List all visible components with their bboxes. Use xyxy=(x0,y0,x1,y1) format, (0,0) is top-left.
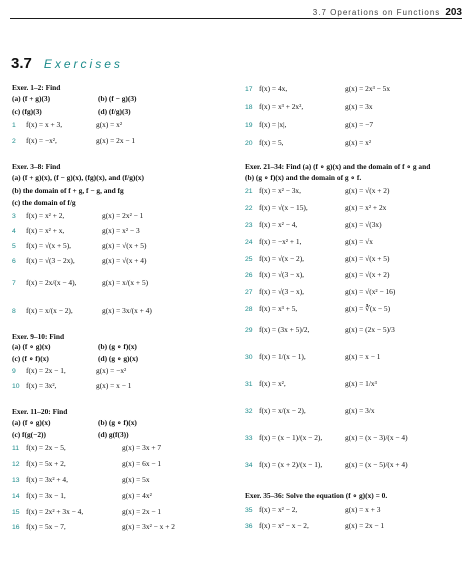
problem-number: 20 xyxy=(245,140,253,147)
exercise-part: (a) (f + g)(x), (f − g)(x), (fg)(x), and (f/g)(x) xyxy=(12,173,144,182)
problem-number: 30 xyxy=(245,354,253,361)
problem-number: 16 xyxy=(12,524,20,531)
problem-number: 24 xyxy=(245,239,253,246)
problem xyxy=(12,507,83,518)
problem-g: g(x) = x − 1 xyxy=(96,381,132,390)
problem xyxy=(245,325,309,336)
problem-f: f(x) = √(3 − x), xyxy=(259,287,305,296)
problem-g: g(x) = 5x xyxy=(122,475,150,484)
problem xyxy=(245,254,304,265)
problem-f: f(x) = x² − 3x, xyxy=(259,186,301,195)
problem-f: f(x) = x² + 2, xyxy=(26,211,65,220)
problem-g: g(x) = √(x + 4) xyxy=(102,256,147,265)
problem-number: 4 xyxy=(12,228,16,235)
exercise-part: (b) the domain of f + g, f − g, and fg xyxy=(12,186,124,195)
problem-g: g(x) = x + 3 xyxy=(345,505,381,514)
problem xyxy=(245,237,301,248)
problem-f: f(x) = 2x² + 3x − 4, xyxy=(26,507,84,516)
problem-f: f(x) = |x|, xyxy=(259,120,287,129)
problem-f: f(x) = −x² + 1, xyxy=(259,237,302,246)
problem xyxy=(245,270,304,281)
problem-number: 7 xyxy=(12,280,16,287)
problem-f: f(x) = x² − 2, xyxy=(259,505,298,514)
problem-number: 6 xyxy=(12,258,16,265)
problem-g: g(x) = x/(x + 5) xyxy=(102,278,149,287)
problem-f: f(x) = x², xyxy=(259,379,286,388)
problem-g: g(x) = 2x³ − 5x xyxy=(345,84,391,93)
problem-number: 21 xyxy=(245,188,253,195)
problem-f: f(x) = 5x + 2, xyxy=(26,459,66,468)
section-title: Exercises xyxy=(43,57,123,71)
problem-f: f(x) = 1/(x − 1), xyxy=(259,352,306,361)
problem-number: 1 xyxy=(12,122,16,129)
problem xyxy=(12,241,71,252)
problem-number: 12 xyxy=(12,461,20,468)
problem xyxy=(245,505,297,516)
problem-f: f(x) = 2x/(x − 4), xyxy=(26,278,77,287)
exercise-part: (c) (fg)(3) xyxy=(12,107,42,116)
problem-g: g(x) = (2x − 5)/3 xyxy=(345,325,395,334)
problem xyxy=(245,220,297,231)
exercise-part: (b) (g ∘ f)(x) xyxy=(98,342,137,351)
problem-f: f(x) = 3x² + 4, xyxy=(26,475,68,484)
problem-f: f(x) = x/(x − 2), xyxy=(259,406,306,415)
problem-f: f(x) = 3x², xyxy=(26,381,57,390)
problem xyxy=(12,278,76,289)
exercise-heading: Exer. 9–10: Find xyxy=(12,332,65,341)
problem-number: 13 xyxy=(12,477,20,484)
exercise-part: (c) (f ∘ f)(x) xyxy=(12,354,49,363)
problem-number: 33 xyxy=(245,435,253,442)
exercise-heading: Exer. 11–20: Find xyxy=(12,407,68,416)
problem-g: g(x) = (x − 3)/(x − 4) xyxy=(345,433,408,442)
problem-f: f(x) = 2x − 5, xyxy=(26,443,66,452)
problem-g: g(x) = √(3x) xyxy=(345,220,382,229)
exercise-heading: Exer. 35–36: Solve the equation (f ∘ g)(x) = 0. xyxy=(245,491,388,500)
page-number: 203 xyxy=(445,7,462,18)
problem-number: 27 xyxy=(245,289,253,296)
problem-f: f(x) = √(x + 5), xyxy=(26,241,72,250)
exercise-heading: Exer. 3–8: Find xyxy=(12,162,61,171)
problem-number: 18 xyxy=(245,104,253,111)
problem xyxy=(12,491,66,502)
problem-number: 11 xyxy=(12,445,20,452)
problem xyxy=(12,443,66,454)
problem-g: g(x) = 3x xyxy=(345,102,373,111)
problem xyxy=(245,379,286,390)
problem-g: g(x) = √(x + 2) xyxy=(345,186,390,195)
problem-number: 2 xyxy=(12,138,16,145)
problem-g: g(x) = √(x² − 16) xyxy=(345,287,396,296)
exercise-part: (d) g(f(3)) xyxy=(98,430,129,439)
problem-number: 3 xyxy=(12,213,16,220)
problem-g: g(x) = 2x² − 1 xyxy=(102,211,144,220)
problem-f: f(x) = 5, xyxy=(259,138,284,147)
exercise-part: (a) (f ∘ g)(x) xyxy=(12,342,51,351)
problem xyxy=(12,306,73,317)
problem-g: g(x) = (x − 5)/(x + 4) xyxy=(345,460,408,469)
problem xyxy=(245,406,306,417)
problem-f: f(x) = √(3 − 2x), xyxy=(26,256,75,265)
problem-g: g(x) = 4x² xyxy=(122,491,152,500)
problem-g: g(x) = 6x − 1 xyxy=(122,459,162,468)
problem-number: 17 xyxy=(245,86,253,93)
problem-g: g(x) = −x² xyxy=(96,366,127,375)
exercise-heading: (b) (g ∘ f)(x) and the domain of g ∘ f. xyxy=(245,173,362,182)
problem xyxy=(12,522,66,533)
problem-f: f(x) = √(x − 2), xyxy=(259,254,305,263)
exercise-part: (c) f(g(−2)) xyxy=(12,430,46,439)
problem-number: 26 xyxy=(245,272,253,279)
problem xyxy=(245,287,304,298)
problem xyxy=(245,102,303,113)
problem xyxy=(245,352,306,363)
problem-number: 29 xyxy=(245,327,253,334)
problem-number: 32 xyxy=(245,408,253,415)
problem-g: g(x) = 3/x xyxy=(345,406,375,415)
problem-g: g(x) = √(x + 5) xyxy=(102,241,147,250)
problem-g: g(x) = √(x + 2) xyxy=(345,270,390,279)
header-text: 3.7 Operations on Functions xyxy=(312,8,441,17)
problem-f: f(x) = √(x − 15), xyxy=(259,203,308,212)
problem-number: 34 xyxy=(245,462,253,469)
problem-f: f(x) = x + 3, xyxy=(26,120,63,129)
exercise-part: (a) (f + g)(3) xyxy=(12,94,51,103)
problem-f: f(x) = x² − 4, xyxy=(259,220,298,229)
problem-g: g(x) = √(x + 5) xyxy=(345,254,390,263)
problem-g: g(x) = x² xyxy=(345,138,372,147)
problem xyxy=(12,459,66,470)
problem-number: 10 xyxy=(12,383,20,390)
problem-g: g(x) = 2x − 1 xyxy=(122,507,162,516)
problem-number: 5 xyxy=(12,243,16,250)
problem-f: f(x) = x/(x − 2), xyxy=(26,306,73,315)
problem xyxy=(12,211,64,222)
problem xyxy=(12,366,66,377)
problem-number: 23 xyxy=(245,222,253,229)
problem-g: g(x) = 3x/(x + 4) xyxy=(102,306,152,315)
problem-number: 25 xyxy=(245,256,253,263)
problem xyxy=(12,226,64,237)
problem-g: g(x) = 1/x³ xyxy=(345,379,377,388)
problem-number: 36 xyxy=(245,523,253,530)
problem-number: 31 xyxy=(245,381,253,388)
problem-number: 14 xyxy=(12,493,20,500)
left-column xyxy=(12,0,232,587)
problem-number: 22 xyxy=(245,205,253,212)
problem-f: f(x) = (x + 2)/(x − 1), xyxy=(259,460,323,469)
problem xyxy=(12,256,75,267)
problem-g: g(x) = x² + 2x xyxy=(345,203,387,212)
problem xyxy=(12,381,56,392)
right-column xyxy=(245,0,467,587)
problem-number: 8 xyxy=(12,308,16,315)
problem-f: f(x) = x² − x − 2, xyxy=(259,521,309,530)
problem-g: g(x) = 3x + 7 xyxy=(122,443,162,452)
problem xyxy=(12,136,57,147)
problem-g: g(x) = 3x² − x + 2 xyxy=(122,522,175,531)
problem-f: f(x) = (3x + 5)/2, xyxy=(259,325,310,334)
problem-f: f(x) = 2x − 1, xyxy=(26,366,66,375)
problem-f: f(x) = 3x − 1, xyxy=(26,491,66,500)
problem-number: 35 xyxy=(245,507,253,514)
problem-number: 19 xyxy=(245,122,253,129)
problem-g: g(x) = ∛(x − 5) xyxy=(345,304,391,313)
problem-g: g(x) = −7 xyxy=(345,120,374,129)
problem xyxy=(245,304,297,315)
problem-g: g(x) = √x xyxy=(345,237,373,246)
problem xyxy=(245,460,322,471)
problem xyxy=(245,138,284,149)
exercise-part: (d) (g ∘ g)(x) xyxy=(98,354,139,363)
problem-f: f(x) = (x − 1)/(x − 2), xyxy=(259,433,323,442)
exercise-heading: Exer. 21–34: Find (a) (f ∘ g)(x) and the domain of f ∘ g and xyxy=(245,162,431,171)
exercise-heading: Exer. 1–2: Find xyxy=(12,83,61,92)
problem-f: f(x) = x³ + 5, xyxy=(259,304,298,313)
problem-number: 28 xyxy=(245,306,253,313)
exercise-part: (a) (f ∘ g)(x) xyxy=(12,418,51,427)
problem-f: f(x) = √(3 − x), xyxy=(259,270,305,279)
problem xyxy=(12,120,62,131)
problem xyxy=(245,203,308,214)
problem-f: f(x) = 5x − 7, xyxy=(26,522,66,531)
problem xyxy=(245,120,286,131)
problem-number: 9 xyxy=(12,368,16,375)
problem xyxy=(245,521,309,532)
problem xyxy=(245,186,301,197)
problem-g: g(x) = 2x − 1 xyxy=(96,136,136,145)
problem-g: g(x) = x² xyxy=(96,120,123,129)
exercise-part: (d) (f/g)(3) xyxy=(98,107,131,116)
problem-f: f(x) = x² + x, xyxy=(26,226,65,235)
problem-f: f(x) = 4x, xyxy=(259,84,288,93)
exercise-part: (b) (f − g)(3) xyxy=(98,94,137,103)
problem-g: g(x) = x − 1 xyxy=(345,352,381,361)
problem-f: f(x) = −x², xyxy=(26,136,57,145)
problem-f: f(x) = x³ + 2x², xyxy=(259,102,304,111)
problem-number: 15 xyxy=(12,509,20,516)
problem xyxy=(12,475,68,486)
problem-g: g(x) = x² − 3 xyxy=(102,226,140,235)
problem xyxy=(245,433,322,444)
problem-g: g(x) = 2x − 1 xyxy=(345,521,385,530)
exercise-part: (b) (g ∘ f)(x) xyxy=(98,418,137,427)
section-number: 3.7 xyxy=(11,55,32,72)
exercise-part: (c) the domain of f/g xyxy=(12,198,76,207)
problem xyxy=(245,84,287,95)
